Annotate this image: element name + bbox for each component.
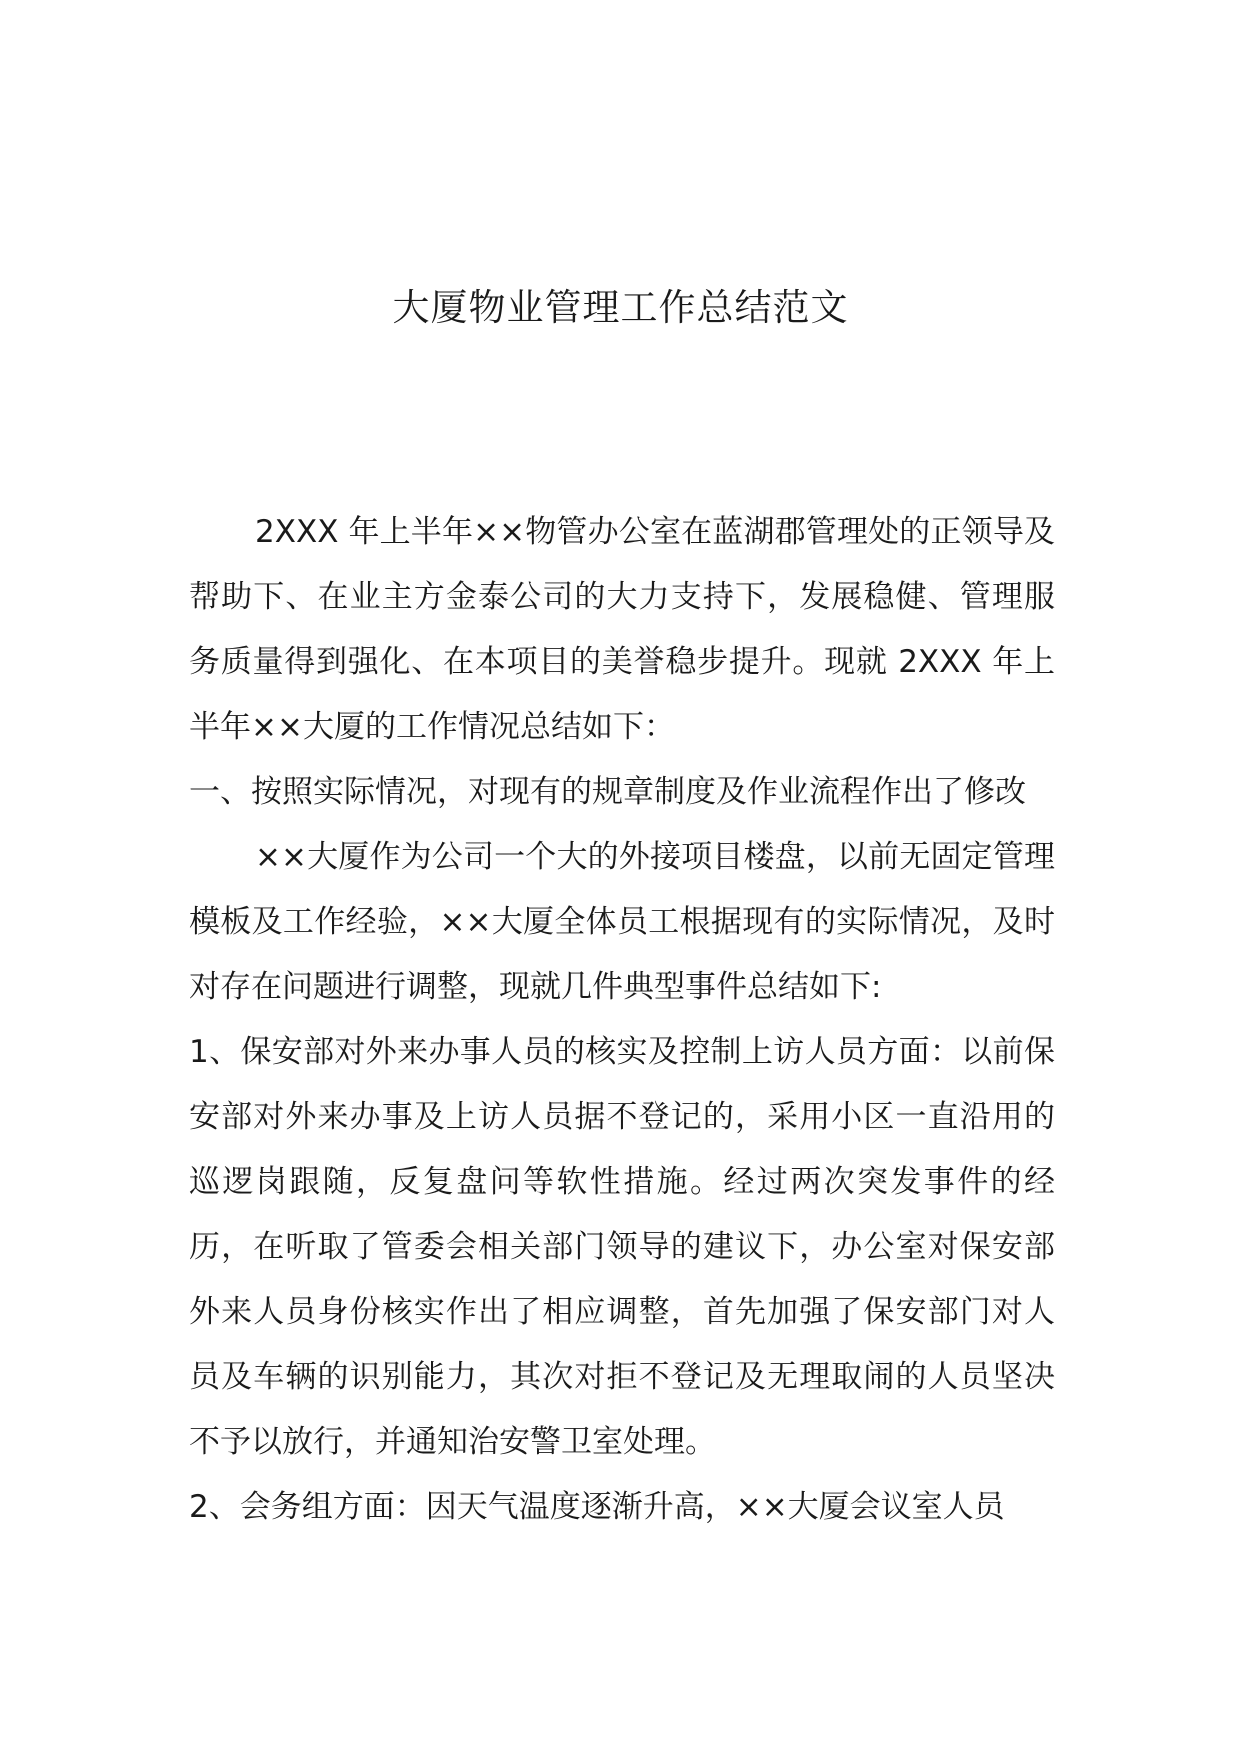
section-heading-1: 一、按照实际情况，对现有的规章制度及作业流程作出了修改 bbox=[189, 774, 1026, 810]
paragraph-item-2: 2、会务组方面：因天气温度逐渐升高，××大厦会议室人员 bbox=[189, 1489, 1005, 1525]
paragraph-intro: 2XXX 年上半年××物管办公室在蓝湖郡管理处的正领导及帮助下、在业主方金泰公司的大力支持下，发展稳健、管理服务质量得到强化、在本项目的美誉稳步提升。现就 2XXX 年上半年××大厦的工作情况总结如下： bbox=[189, 514, 1055, 745]
document-title: 大厦物业管理工作总结范文 bbox=[392, 286, 849, 329]
paragraph-item-1: 1、保安部对外来办事人员的核实及控制上访人员方面：以前保安部对外来办事及上访人员据不登记的，采用小区一直沿用的巡逻岗跟随，反复盘问等软性措施。经过两次突发事件的经历，在听取了管委会相关部门领导的建议下，办公室对保安部外来人员身份核实作出了相应调整，首先加强了保安部门对人员及车辆的识别能力，其次对拒不登记及无理取闹的人员坚决不予以放行，并通知治安警卫室处理。 bbox=[189, 1034, 1055, 1460]
paragraph-section-1: ××大厦作为公司一个大的外接项目楼盘，以前无固定管理模板及工作经验，××大厦全体员工根据现有的实际情况，及时对存在问题进行调整，现就几件典型事件总结如下: bbox=[189, 839, 1055, 1005]
document-body bbox=[189, 500, 1055, 1540]
